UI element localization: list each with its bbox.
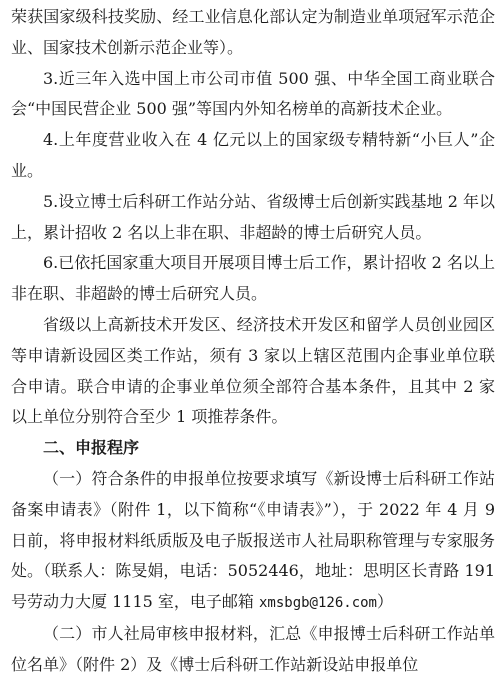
procedure-item-2: （二）市人社局审核申报材料，汇总《申报博士后科研工作站单位名单》（附件 2）及《博士后科研工作站新设站申报单位 [11, 623, 495, 674]
paragraph-zone-stations: 省级以上高新技术开发区、经济技术开发区和留学人员创业园区等申请新设园区类工作站，须有 3 家以上辖区范围内企事业单位联合申请。联合申请的企事业单位须全部符合基本条件，且其中 2 家以上单位分别符合至少 1 项推荐条件。 [11, 314, 495, 427]
procedure-item-1-end: ） [377, 592, 394, 612]
paragraph-continued: 荣获国家级科技奖励、经工业信息化部认定为制造业单项冠军示范企业、国家技术创新示范企业等）。 [11, 7, 495, 57]
procedure-item-1-text: （一）符合条件的申报单位按要求填写《新设博士后科研工作站备案申请表》（附件 1，以下简称“《申请表》”），于 2022 年 4 月 9 日前，将申报材料纸质版及电子版报送市人社局职称管理与专家服务处。（联系人：陈旻娟，电话：5052446，地址：思明区长青路 191 号劳动力大厦 1115 室，电子邮箱 [11, 468, 495, 612]
condition-item-6: 6.已依托国家重大项目开展项目博士后工作，累计招收 2 名以上非在职、非超龄的博士后研究人员。 [11, 253, 495, 304]
condition-item-4: 4.上年度营业收入在 4 亿元以上的国家级专精特新“小巨人”企业。 [11, 130, 495, 180]
condition-item-3: 3.近三年入选中国上市公司市值 500 强、中华全国工商业联合会“中国民营企业 500 强”等国内外知名榜单的高新技术企业。 [11, 68, 495, 119]
procedure-item-1 [11, 464, 495, 619]
condition-item-5: 5.设立博士后科研工作站分站、省级博士后创新实践基地 2 年以上，累计招收 2 名以上非在职、非超龄的博士后研究人员。 [11, 191, 495, 242]
section-heading: 二、申报程序 [43, 438, 140, 458]
contact-email: xmsbgb@126.com [258, 595, 377, 612]
